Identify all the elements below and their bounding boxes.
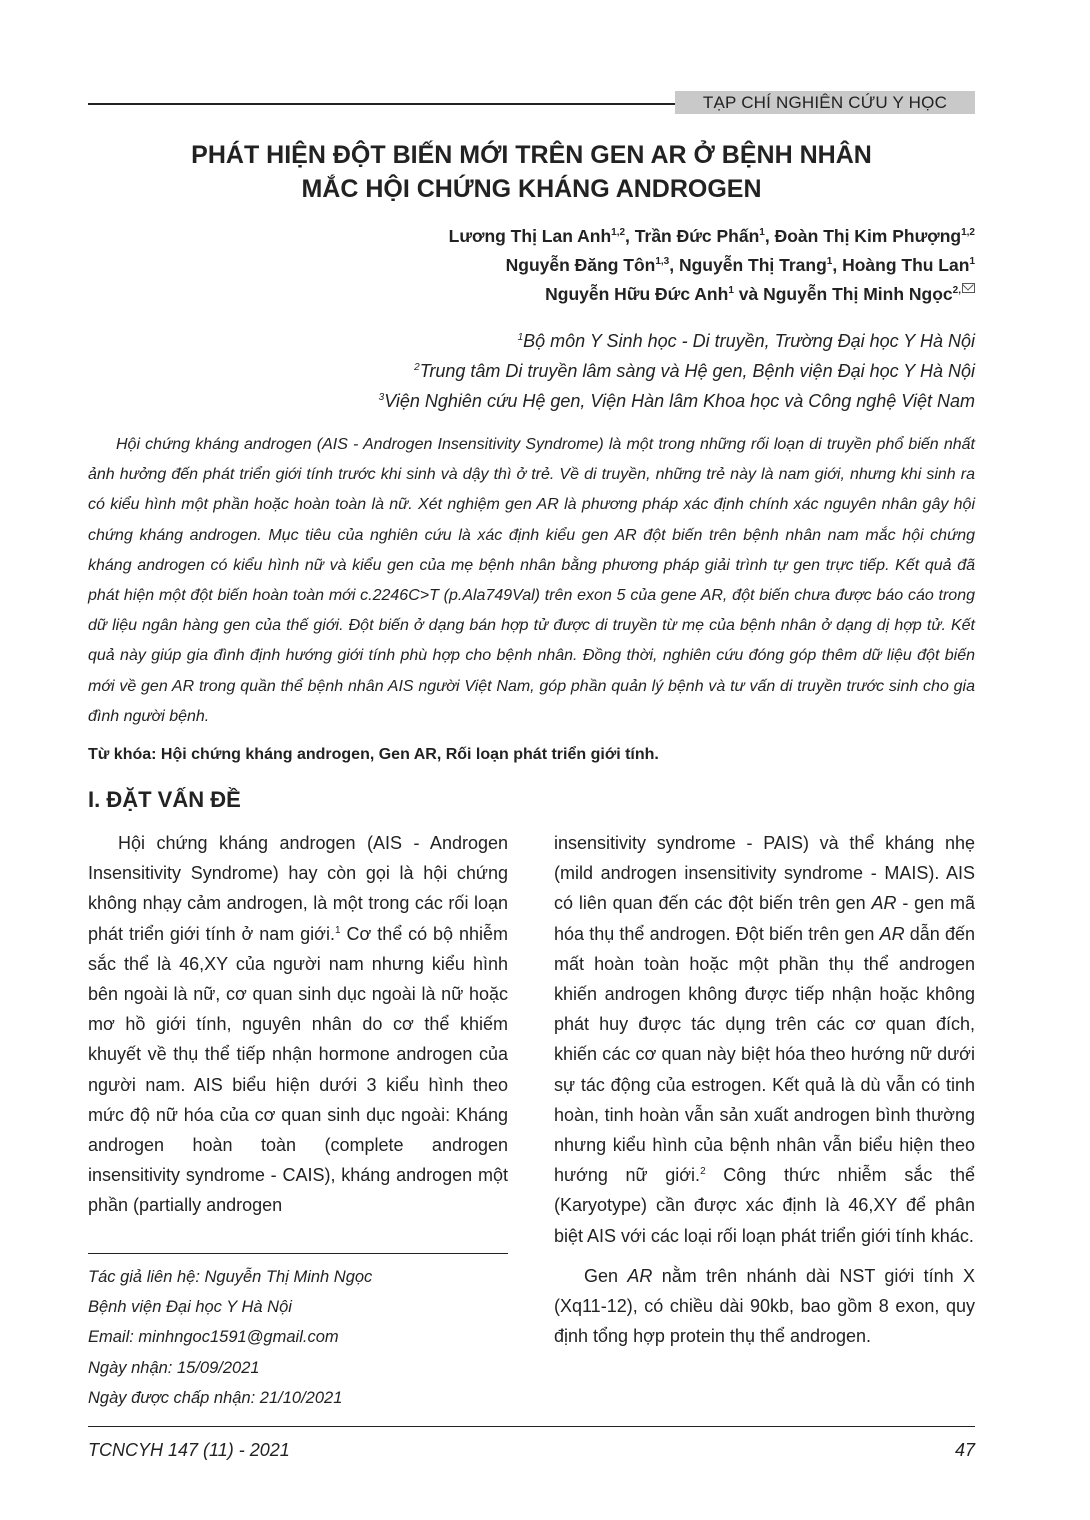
author-name: Nguyễn Thị Minh Ngọc xyxy=(763,284,953,304)
envelope-icon xyxy=(962,283,975,293)
gene-name: AR xyxy=(879,923,905,944)
author-affil-mark: 1 xyxy=(728,285,734,297)
body-paragraph xyxy=(554,1261,975,1352)
footer-citation: TCNCYH 147 (11) - 2021 xyxy=(88,1440,290,1460)
header-rule xyxy=(88,103,678,105)
body-text: Hội chứng kháng androgen (AIS - Androgen Insensitivity Syndrome) hay còn gọi là hội chứng không nhạy cảm androgen, là một trong các rối loạn phát triển giới tính ở nam giới. xyxy=(88,833,508,944)
abstract: Hội chứng kháng androgen (AIS - Androgen Insensitivity Syndrome) là một trong những rối loạn di truyền phổ biến nhất ảnh hưởng đến phát triển giới tính trước khi sinh và dậy thì ở trẻ. Về di truyền, những trẻ này là nam giới, nhưng khi sinh ra có kiểu hình một phần hoặc hoàn toàn là nữ. Xét nghiệm gen AR là phương pháp xác định chính xác nguyên nhân gây hội chứng kháng androgen. Mục tiêu của nghiên cứu là xác định kiểu gen AR đột biến trên bệnh nhân nam mắc hội chứng kháng androgen có kiểu hình nữ và kiểu gen của mẹ bệnh nhân bằng phương pháp giải trình tự gen trực tiếp. Kết quả đã phát hiện một đột biến hoàn toàn mới c.2246C>T (p.Ala749Val) trên exon 5 của gene AR, đột biến chưa được báo cáo trong dữ liệu ngân hàng gen của thế giới. Đột biến ở dạng bán hợp tử được di truyền từ mẹ của bệnh nhân ở dạng dị hợp tử. Kết quả này giúp gia đình định hướng giới tính phù hợp cho bệnh nhân. Đồng thời, nghiên cứu đóng góp thêm dữ liệu đột biến mới về gen AR trong quần thể bệnh nhân AIS người Việt Nam, góp phần quản lý bệnh và tư vấn di truyền trước sinh cho gia đình người bệnh. xyxy=(88,436,975,725)
gene-name: AR xyxy=(871,893,897,914)
author-list xyxy=(449,222,975,309)
affiliation-text: Bộ môn Y Sinh học - Di truyền, Trường Đại học Y Hà Nội xyxy=(523,331,975,351)
body-paragraph xyxy=(88,828,508,1221)
section-heading: I. ĐẶT VẤN ĐỀ xyxy=(88,787,241,812)
correspondence-footnote xyxy=(88,1262,508,1413)
footnote-email: Email: minhngoc1591@gmail.com xyxy=(88,1328,339,1347)
affiliations xyxy=(379,326,975,416)
author-name: Đoàn Thị Kim Phượng xyxy=(774,226,962,246)
gene-name: AR xyxy=(627,1265,653,1286)
body-text: insensitivity syndrome - PAIS) và thể kháng nhẹ (mild androgen insensitivity syndrome - MAIS). AIS có liên quan đến các đột biến trên gen xyxy=(554,833,975,914)
author-separator: , xyxy=(764,226,775,246)
body-text: - gen mã hóa thụ thể androgen. Đột biến trên gen xyxy=(554,893,975,944)
body-text: Gen xyxy=(584,1265,628,1286)
footnote-rule xyxy=(88,1253,508,1254)
author-separator: , xyxy=(669,255,679,275)
footnote-received: Ngày nhận: 15/09/2021 xyxy=(88,1358,260,1377)
author-affil-mark: 1,2 xyxy=(961,227,975,239)
author-affil-mark: 1,2 xyxy=(611,227,626,239)
body-text: Công thức nhiễm sắc thể (Karyotype) cần được xác định là 46,XY để phân biệt AIS với các loại rối loạn phát triển giới tính khác. xyxy=(554,1165,976,1246)
affiliation-item xyxy=(379,356,975,386)
page-number: 47 xyxy=(954,1440,975,1460)
author-affil-mark: 1 xyxy=(759,227,765,239)
affiliation-item xyxy=(379,386,975,416)
journal-header-tag: TẠP CHÍ NGHIÊN CỨU Y HỌC xyxy=(675,91,975,114)
author-name: Nguyễn Hữu Đức Anh xyxy=(545,284,729,304)
citation-ref: 2 xyxy=(700,1166,706,1178)
author-affil-mark: 1 xyxy=(969,256,975,268)
body-column-right xyxy=(554,828,975,1351)
keywords: Từ khóa: Hội chứng kháng androgen, Gen AR, Rối loạn phát triển giới tính. xyxy=(88,746,659,763)
author-affil-mark: 1,3 xyxy=(655,256,670,268)
author-name: Trần Đức Phấn xyxy=(634,226,760,246)
author-separator: và xyxy=(733,284,764,304)
author-name: Lương Thị Lan Anh xyxy=(448,226,612,246)
author-line-1 xyxy=(449,222,975,251)
article-title xyxy=(88,138,975,206)
author-separator: , xyxy=(832,255,843,275)
author-separator: , xyxy=(625,226,635,246)
author-name: Nguyễn Đăng Tôn xyxy=(505,255,656,275)
body-text: dẫn đến mất hoàn toàn hoặc một phần thụ thể androgen khiến androgen không được tiếp nhận hoặc không phát huy được tác dụng trên các cơ quan đích, khiến các cơ quan này biệt hóa theo hướng nữ dưới sự tác động của estrogen. Kết quả là dù vẫn có tinh hoàn, tinh hoàn vẫn sản xuất androgen bình thường nhưng kiểu hình của bệnh nhân vẫn biểu hiện theo hướng nữ giới. xyxy=(554,923,975,1186)
affiliation-text: Viện Nghiên cứu Hệ gen, Viện Hàn lâm Khoa học và Công nghệ Việt Nam xyxy=(384,391,975,411)
footnote-accepted: Ngày được chấp nhận: 21/10/2021 xyxy=(88,1388,343,1407)
author-line-3 xyxy=(449,280,975,309)
author-name: Hoàng Thu Lan xyxy=(842,255,970,275)
affiliation-number: 3 xyxy=(378,392,385,403)
affiliation-number: 1 xyxy=(517,332,524,343)
citation-ref: 1 xyxy=(335,924,341,936)
body-paragraph xyxy=(554,828,975,1251)
author-line-2 xyxy=(449,251,975,280)
author-name: Nguyễn Thị Trang xyxy=(678,255,827,275)
footer-rule xyxy=(88,1426,975,1427)
affiliation-number: 2 xyxy=(414,362,420,373)
affiliation-item xyxy=(379,326,975,356)
body-text: Cơ thể có bộ nhiễm sắc thể là 46,XY của người nam nhưng kiểu hình bên ngoài là nữ, cơ quan sinh dục ngoài là nữ hoặc mơ hồ giới tính, nguyên nhân do cơ thể khiếm khuyết về thụ thể tiếp nhận hormone androgen của người nam. AIS biểu hiện dưới 3 kiểu hình theo mức độ nữ hóa của cơ quan sinh dục ngoài: Kháng androgen hoàn toàn (complete androgen insensitivity syndrome - CAIS), kháng androgen một phần (partially androgen xyxy=(88,923,509,1216)
title-line-2: MẮC HỘI CHỨNG KHÁNG ANDROGEN xyxy=(301,175,762,203)
body-text: nằm trên nhánh dài NST giới tính X (Xq11-12), có chiều dài 90kb, bao gồm 8 exon, quy định tổng hợp protein thụ thể androgen. xyxy=(554,1265,975,1347)
affiliation-text: Trung tâm Di truyền lâm sàng và Hệ gen, Bệnh viện Đại học Y Hà Nội xyxy=(419,361,975,381)
footnote-author: Tác giả liên hệ: Nguyễn Thị Minh Ngọc xyxy=(88,1268,373,1286)
author-affil-mark: 2, xyxy=(952,285,961,297)
title-line-1: PHÁT HIỆN ĐỘT BIẾN MỚI TRÊN GEN AR Ở BỆNH NHÂN xyxy=(191,141,872,169)
body-column-left xyxy=(88,828,508,1221)
author-affil-mark: 1 xyxy=(826,256,833,268)
footnote-institution: Bệnh viện Đại học Y Hà Nội xyxy=(88,1298,292,1317)
